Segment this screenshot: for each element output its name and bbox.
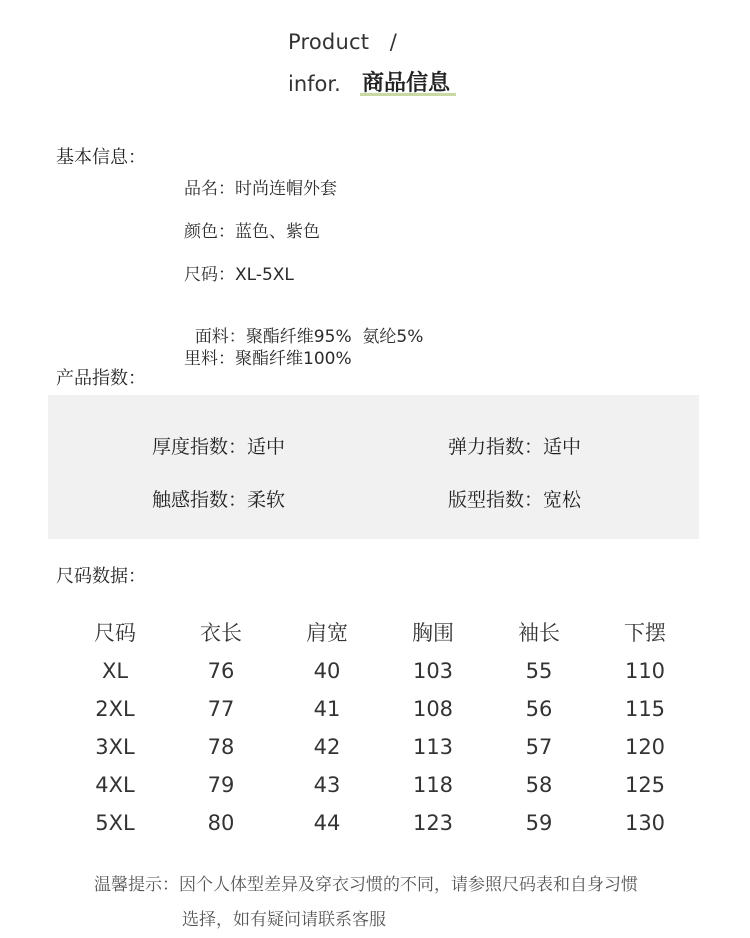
index-label: 厚度指数： [152,436,248,458]
basic-row-value: 聚酯纤维100% [235,349,352,369]
table-cell: 76 [207,659,235,683]
table-cell: 4XL [95,773,135,797]
basic-row-label: 颜色： [184,222,235,242]
column-header: 衣长 [200,621,242,645]
table-row [62,766,698,804]
basic-row-color [184,217,320,242]
basic-row-value: 蓝色、紫色 [235,222,320,242]
table-cell: 59 [525,811,553,835]
table-cell: 77 [207,697,235,721]
index-value: 适中 [543,436,582,458]
size-data-heading: 尺码数据： [56,566,146,587]
basic-row-label: 面料： [194,327,246,347]
column-header: 下摆 [624,621,666,645]
basic-row-fabric [184,302,423,347]
product-index-panel [48,395,699,539]
basic-row-label: 品名： [184,179,235,199]
table-cell: 115 [624,697,666,721]
table-row [62,690,698,728]
table-row [62,804,698,842]
table-cell: 118 [412,773,454,797]
table-cell: 120 [624,735,666,759]
column-header: 胸围 [412,621,454,645]
column-header: 肩宽 [306,621,348,645]
table-cell: 57 [525,735,553,759]
index-item-fit [448,485,581,512]
table-cell: 3XL [95,735,135,759]
title-english-infor: infor. [288,72,341,96]
table-cell: 41 [313,697,341,721]
table-cell: 80 [207,811,235,835]
basic-row-label: 里料： [184,349,235,369]
table-cell: 43 [313,773,341,797]
table-cell: 130 [624,811,666,835]
basic-info-heading: 基本信息： [56,147,146,168]
basic-row-value: 时尚连帽外套 [235,179,337,199]
table-row [62,728,698,766]
index-value: 宽松 [543,489,582,511]
table-cell: 5XL [95,811,135,835]
warm-tips [94,868,714,938]
basic-row-value: 聚酯纤维95% 氨纶5% [245,327,424,347]
table-cell: 55 [525,659,553,683]
basic-row-label: 尺码： [184,265,235,285]
basic-row-lining [184,344,352,369]
index-item-thickness [152,432,285,459]
index-value: 柔软 [247,489,286,511]
table-cell: 40 [313,659,341,683]
tips-line-2: 选择，如有疑问请联系客服 [182,910,386,930]
table-cell: 79 [207,773,235,797]
size-table-header [62,612,698,652]
table-cell: XL [101,659,129,683]
page-title: 商品信息 [362,71,451,96]
table-cell: 42 [313,735,341,759]
table-cell: 125 [624,773,666,797]
index-item-touch [152,485,285,512]
column-header: 尺码 [94,621,136,645]
basic-row-size [184,260,294,285]
basic-row-name [184,174,337,199]
index-value: 适中 [247,436,286,458]
basic-row-value: XL-5XL [235,265,294,285]
column-header: 袖长 [518,621,560,645]
product-index-heading: 产品指数： [56,368,146,389]
index-item-elasticity [448,432,581,459]
size-table [62,612,698,842]
index-label: 弹力指数： [448,436,544,458]
table-cell: 2XL [95,697,135,721]
index-label: 版型指数： [448,489,544,511]
table-cell: 123 [412,811,454,835]
table-row [62,652,698,690]
table-cell: 108 [412,697,454,721]
table-cell: 58 [525,773,553,797]
table-cell: 113 [412,735,454,759]
table-cell: 44 [313,811,341,835]
title-english-product: Product / [288,30,398,54]
table-cell: 110 [624,659,666,683]
table-cell: 56 [525,697,553,721]
tips-line-1: 温馨提示：因个人体型差异及穿衣习惯的不同，请参照尺码表和自身习惯 [94,875,638,895]
table-cell: 103 [412,659,454,683]
table-cell: 78 [207,735,235,759]
index-label: 触感指数： [152,489,248,511]
